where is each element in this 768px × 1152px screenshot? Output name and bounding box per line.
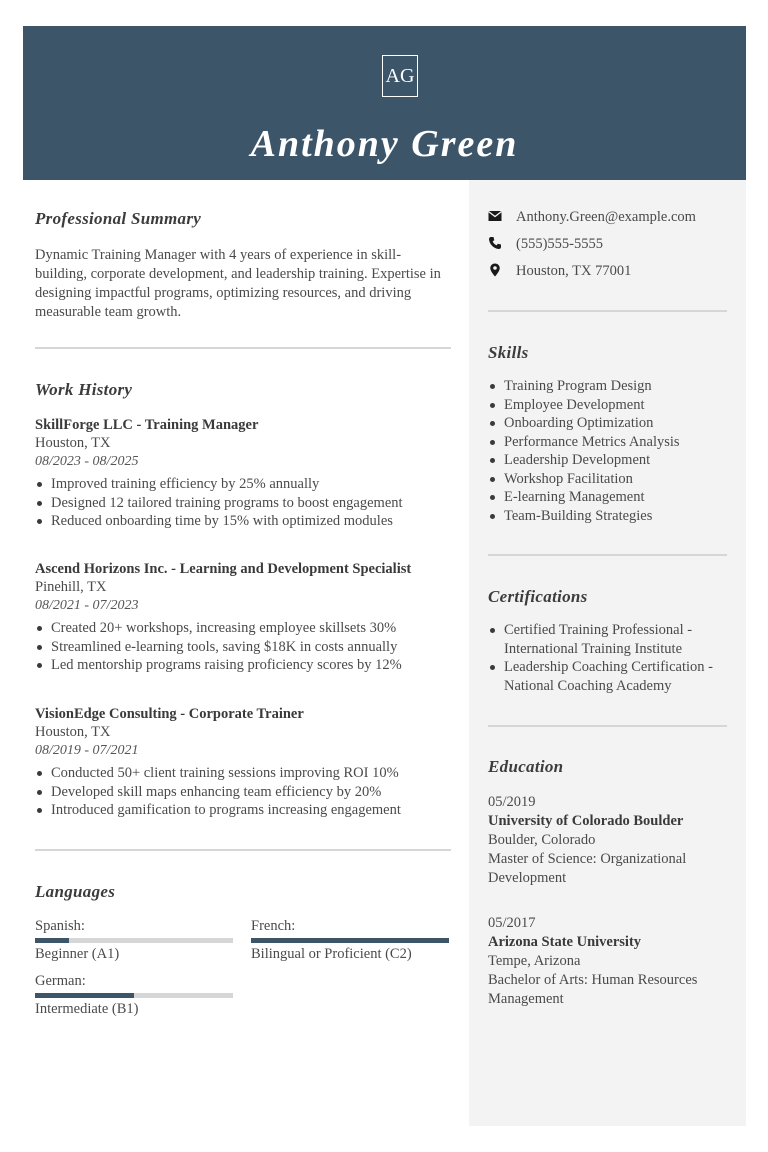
language-proficiency-fill (35, 993, 134, 998)
education-school: Arizona State University (488, 934, 642, 950)
summary-title: Professional Summary (35, 209, 202, 228)
languages-title: Languages (35, 882, 116, 901)
skills-list (488, 377, 728, 525)
section-divider (35, 347, 451, 349)
language-proficiency-bar (251, 938, 449, 943)
section-divider (488, 554, 727, 556)
job-entry (35, 705, 451, 820)
job-bullet: Conducted 50+ client training sessions improving ROI 10% (35, 764, 451, 783)
skill-item: Employee Development (488, 396, 728, 415)
language-level: Intermediate (B1) (35, 1001, 139, 1017)
language-level: Beginner (A1) (35, 946, 120, 962)
job-bullet: Designed 12 tailored training programs to boost engagement (35, 494, 451, 513)
summary-text: Dynamic Training Manager with 4 years of experience in skill-building, corporate development, and leadership training. Expertise in designing impactful programs, optimizing resources, and driving measurable team growth. (35, 247, 441, 320)
location-pin-icon (488, 263, 502, 282)
contact-address-row (488, 262, 632, 282)
job-bullet: Reduced onboarding time by 15% with optimized modules (35, 512, 451, 531)
job-bullet: Introduced gamification to programs increasing engagement (35, 801, 451, 820)
contact-email: Anthony.Green@example.com (516, 209, 696, 225)
skill-item: Workshop Facilitation (488, 470, 728, 489)
education-location: Boulder, Colorado (488, 832, 596, 848)
job-bullet: Streamlined e-learning tools, saving $18K in costs annually (35, 638, 451, 657)
skills-title: Skills (488, 343, 529, 362)
language-item (35, 972, 233, 1018)
job-bullet: Created 20+ workshops, increasing employee skillsets 30% (35, 619, 451, 638)
skill-item: Team-Building Strategies (488, 507, 728, 526)
certification-item: Certified Training Professional - International Training Institute (488, 621, 713, 658)
work-history-title: Work History (35, 380, 133, 399)
language-level: Bilingual or Proficient (C2) (251, 946, 412, 962)
job-dates: 08/2023 - 08/2025 (35, 454, 139, 469)
job-bullet: Developed skill maps enhancing team efficiency by 20% (35, 783, 451, 802)
monogram-badge: AG (382, 55, 418, 97)
education-title: Education (488, 757, 564, 776)
certification-item: Leadership Coaching Certification - National Coaching Academy (488, 658, 713, 695)
section-divider (35, 849, 451, 851)
contact-email-row (488, 208, 696, 228)
language-proficiency-bar (35, 993, 233, 998)
resume-header (23, 26, 746, 180)
language-proficiency-bar (35, 938, 233, 943)
education-school: University of Colorado Boulder (488, 813, 684, 829)
section-divider (488, 725, 727, 727)
job-location: Pinehill, TX (35, 579, 107, 595)
education-location: Tempe, Arizona (488, 953, 581, 969)
job-location: Houston, TX (35, 435, 111, 451)
job-bullets (35, 619, 451, 675)
language-name: German: (35, 973, 86, 989)
job-title: SkillForge LLC - Training Manager (35, 417, 259, 433)
skill-item: Onboarding Optimization (488, 414, 728, 433)
education-date: 05/2019 (488, 794, 536, 810)
language-proficiency-fill (35, 938, 69, 943)
job-dates: 08/2019 - 07/2021 (35, 743, 139, 758)
job-bullets (35, 475, 451, 531)
skill-item: Leadership Development (488, 451, 728, 470)
language-item (251, 917, 449, 963)
skill-item: Performance Metrics Analysis (488, 433, 728, 452)
job-entry (35, 416, 451, 531)
phone-icon (488, 236, 502, 255)
job-location: Houston, TX (35, 724, 111, 740)
skill-item: Training Program Design (488, 377, 728, 396)
education-entry (488, 793, 688, 888)
job-bullet: Led mentorship programs raising proficiency scores by 12% (35, 656, 451, 675)
certifications-list (488, 621, 713, 695)
language-name: French: (251, 918, 296, 934)
job-title: Ascend Horizons Inc. - Learning and Development Specialist (35, 561, 412, 577)
job-bullets (35, 764, 451, 820)
job-title: VisionEdge Consulting - Corporate Trainer (35, 706, 304, 722)
language-item (35, 917, 233, 963)
candidate-name: Anthony Green (250, 123, 519, 165)
education-degree: Bachelor of Arts: Human Resources Management (488, 972, 698, 1007)
language-proficiency-fill (251, 938, 449, 943)
contact-phone: (555)555-5555 (516, 236, 603, 252)
certifications-title: Certifications (488, 587, 588, 606)
contact-phone-row (488, 235, 603, 255)
envelope-icon (488, 209, 502, 228)
education-entry (488, 914, 698, 1009)
education-date: 05/2017 (488, 915, 536, 931)
job-entry (35, 560, 451, 675)
job-bullet: Improved training efficiency by 25% annually (35, 475, 451, 494)
language-name: Spanish: (35, 918, 85, 934)
contact-address: Houston, TX 77001 (516, 263, 632, 279)
job-dates: 08/2021 - 07/2023 (35, 598, 139, 613)
skill-item: E-learning Management (488, 488, 728, 507)
section-divider (488, 310, 727, 312)
education-degree: Master of Science: Organizational Development (488, 851, 687, 886)
